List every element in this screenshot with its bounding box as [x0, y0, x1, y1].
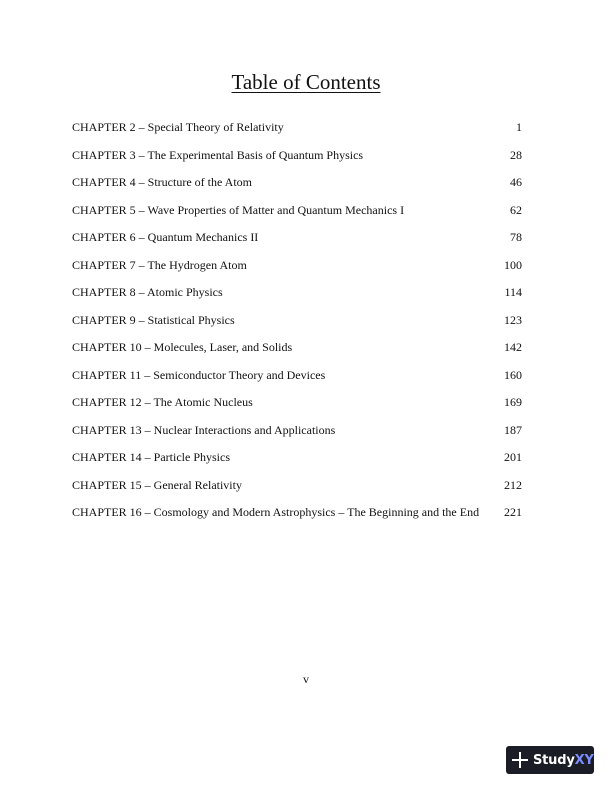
toc-entry: [72, 255, 522, 283]
badge-label: [533, 753, 594, 768]
toc-entry-page: 142: [504, 340, 522, 354]
toc-entry-page: 1: [516, 120, 522, 134]
toc-entry-page: 201: [504, 450, 522, 464]
toc-entry-title: CHAPTER 14 – Particle Physics: [72, 450, 230, 464]
plus-icon: [512, 752, 528, 768]
toc-entry: [72, 502, 522, 530]
toc-entry: [72, 200, 522, 228]
toc-entry-title: CHAPTER 11 – Semiconductor Theory and Devices: [72, 367, 326, 382]
studyxy-badge[interactable]: [506, 746, 594, 774]
toc-entry: [72, 447, 522, 475]
toc-entry-title: CHAPTER 6 – Quantum Mechanics II: [72, 230, 259, 244]
toc-entry-page: 169: [504, 395, 522, 409]
toc-entry-title: CHAPTER 8 – Atomic Physics: [72, 285, 223, 299]
toc-entry-page: 187: [504, 422, 522, 437]
toc-entry: [72, 337, 522, 365]
toc-entry: [72, 117, 522, 145]
toc-list: [72, 117, 522, 530]
toc-entry-title: CHAPTER 12 – The Atomic Nucleus: [72, 395, 253, 409]
toc-entry-title: CHAPTER 9 – Statistical Physics: [72, 312, 235, 327]
toc-entry-title: CHAPTER 16 – Cosmology and Modern Astrophysics – The Beginning and the End: [72, 505, 480, 519]
toc-entry-page: 123: [504, 312, 522, 327]
toc-entry: [72, 475, 522, 503]
page-number: v: [303, 672, 309, 686]
toc-entry: [72, 420, 522, 448]
toc-entry: [72, 145, 522, 173]
toc-entry: [72, 282, 522, 310]
toc-entry-title: CHAPTER 3 – The Experimental Basis of Quantum Physics: [72, 147, 364, 162]
toc-entry-page: 28: [510, 147, 522, 162]
page-title: Table of Contents: [231, 70, 381, 94]
toc-entry-page: 221: [504, 505, 522, 519]
toc-entry-title: CHAPTER 15 – General Relativity: [72, 477, 242, 492]
toc-entry: [72, 310, 522, 338]
badge-text-xy: XY: [574, 752, 594, 768]
toc-entry-page: 46: [510, 175, 522, 189]
toc-entry-page: 78: [510, 230, 522, 244]
toc-entry-title: CHAPTER 2 – Special Theory of Relativity: [72, 120, 284, 134]
toc-entry-title: CHAPTER 13 – Nuclear Interactions and Applications: [72, 422, 336, 437]
toc-entry-page: 160: [504, 367, 522, 382]
toc-entry-page: 100: [504, 257, 522, 272]
toc-entry: [72, 392, 522, 420]
toc-entry-page: 62: [510, 202, 522, 217]
toc-entry-page: 114: [504, 285, 522, 299]
toc-entry-title: CHAPTER 5 – Wave Properties of Matter and Quantum Mechanics I: [72, 202, 405, 217]
toc-entry: [72, 365, 522, 393]
toc-entry-title: CHAPTER 4 – Structure of the Atom: [72, 175, 252, 189]
toc-entry-title: CHAPTER 10 – Molecules, Laser, and Solids: [72, 340, 293, 354]
toc-entry-title: CHAPTER 7 – The Hydrogen Atom: [72, 257, 247, 272]
toc-entry: [72, 227, 522, 255]
toc-entry-page: 212: [504, 477, 522, 492]
toc-entry: [72, 172, 522, 200]
badge-text-study: Study: [533, 752, 575, 768]
